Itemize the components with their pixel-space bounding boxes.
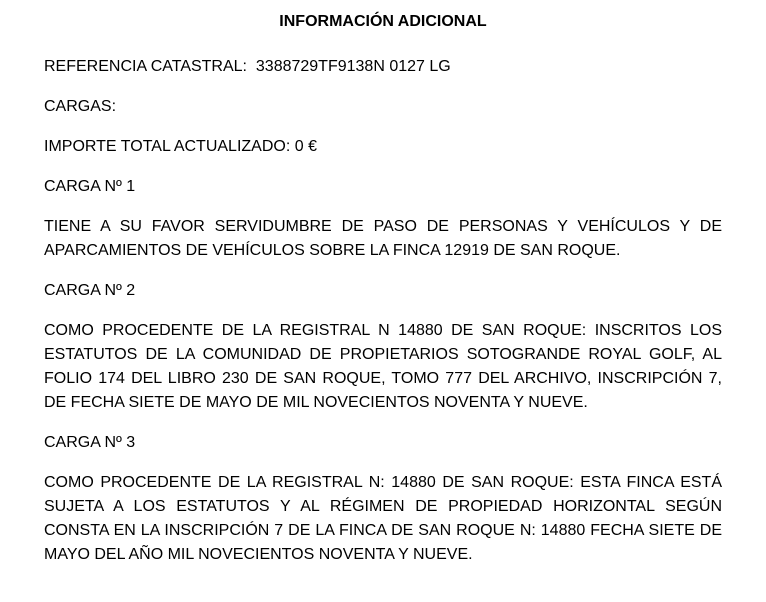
referencia-catastral: REFERENCIA CATASTRAL: 3388729TF9138N 0127 LG: [44, 58, 451, 75]
importe-total: IMPORTE TOTAL ACTUALIZADO: 0 €: [44, 138, 317, 155]
carga-1-heading: CARGA Nº 1: [44, 178, 136, 195]
document-title: INFORMACIÓN ADICIONAL: [279, 13, 487, 30]
carga-2-heading: CARGA Nº 2: [44, 282, 136, 299]
carga-3-heading: CARGA Nº 3: [44, 434, 136, 451]
cargas-label: CARGAS:: [44, 98, 117, 115]
carga-2-text: COMO PROCEDENTE DE LA REGISTRAL N 14880 DE SAN ROQUE: INSCRITOS LOS ESTATUTOS DE LA COMUNIDAD DE PROPIETARIOS SOTOGRANDE ROYAL GOLF, AL FOLIO 174 DEL LIBRO 230 DE SAN ROQUE, TOMO 777 DEL ARCHIVO, INSCRIPCIÓN 7, DE FECHA SIETE DE MAYO DE MIL NOVECIENTOS NOVENTA Y NUEVE.: [44, 322, 722, 411]
carga-1-text: TIENE A SU FAVOR SERVIDUMBRE DE PASO DE PERSONAS Y VEHÍCULOS Y DE APARCAMIENTOS DE VEHÍCULOS SOBRE LA FINCA 12919 DE SAN ROQUE.: [44, 218, 722, 259]
carga-3-text: COMO PROCEDENTE DE LA REGISTRAL N: 14880 DE SAN ROQUE: ESTA FINCA ESTÁ SUJETA A LOS ESTATUTOS Y AL RÉGIMEN DE PROPIEDAD HORIZONTAL SEGÚN CONSTA EN LA INSCRIPCIÓN 7 DE LA FINCA DE SAN ROQUE N: 14880 FECHA SIETE DE MAYO DEL AÑO MIL NOVECIENTOS NOVENTA Y NUEVE.: [44, 474, 722, 563]
